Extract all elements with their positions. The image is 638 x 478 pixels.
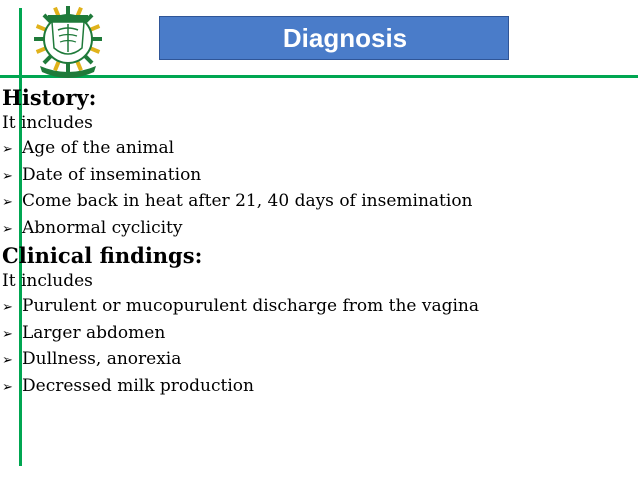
slide-title-box bbox=[159, 16, 509, 60]
section-history bbox=[0, 84, 630, 242]
university-emblem-icon bbox=[28, 6, 108, 82]
arrow-bullet-icon: ➢ bbox=[2, 300, 13, 315]
slide-title: Diagnosis bbox=[282, 22, 408, 53]
list-item: ➢ Abnormal cyclicity bbox=[0, 216, 630, 243]
list-item: ➢ Larger abdomen bbox=[0, 321, 630, 348]
arrow-bullet-icon: ➢ bbox=[2, 221, 13, 237]
section-heading: History: bbox=[2, 85, 97, 110]
arrow-bullet-icon: ➢ bbox=[2, 379, 13, 395]
arrow-bullet-icon: ➢ bbox=[2, 353, 13, 368]
bullet-list bbox=[0, 294, 630, 400]
list-item: ➢ Date of insemination bbox=[0, 163, 630, 190]
bullet-list bbox=[0, 136, 630, 242]
arrow-bullet-icon: ➢ bbox=[2, 326, 13, 342]
section-intro: It includes bbox=[2, 271, 93, 291]
list-item: ➢ Decressed milk production bbox=[0, 374, 630, 401]
arrow-bullet-icon: ➢ bbox=[2, 168, 13, 184]
arrow-bullet-icon: ➢ bbox=[2, 142, 13, 157]
arrow-bullet-icon: ➢ bbox=[2, 195, 13, 210]
section-intro: It includes bbox=[2, 113, 93, 133]
list-item: ➢ Come back in heat after 21, 40 days of insemination bbox=[0, 189, 630, 216]
list-item: ➢ Age of the animal bbox=[0, 136, 630, 163]
list-item: ➢ Purulent or mucopurulent discharge from the vagina bbox=[0, 294, 630, 321]
slide-content bbox=[0, 84, 630, 400]
section-clinical-findings bbox=[0, 242, 630, 400]
section-heading: Clinical findings: bbox=[2, 243, 203, 268]
list-item: ➢ Dullness, anorexia bbox=[0, 347, 630, 374]
